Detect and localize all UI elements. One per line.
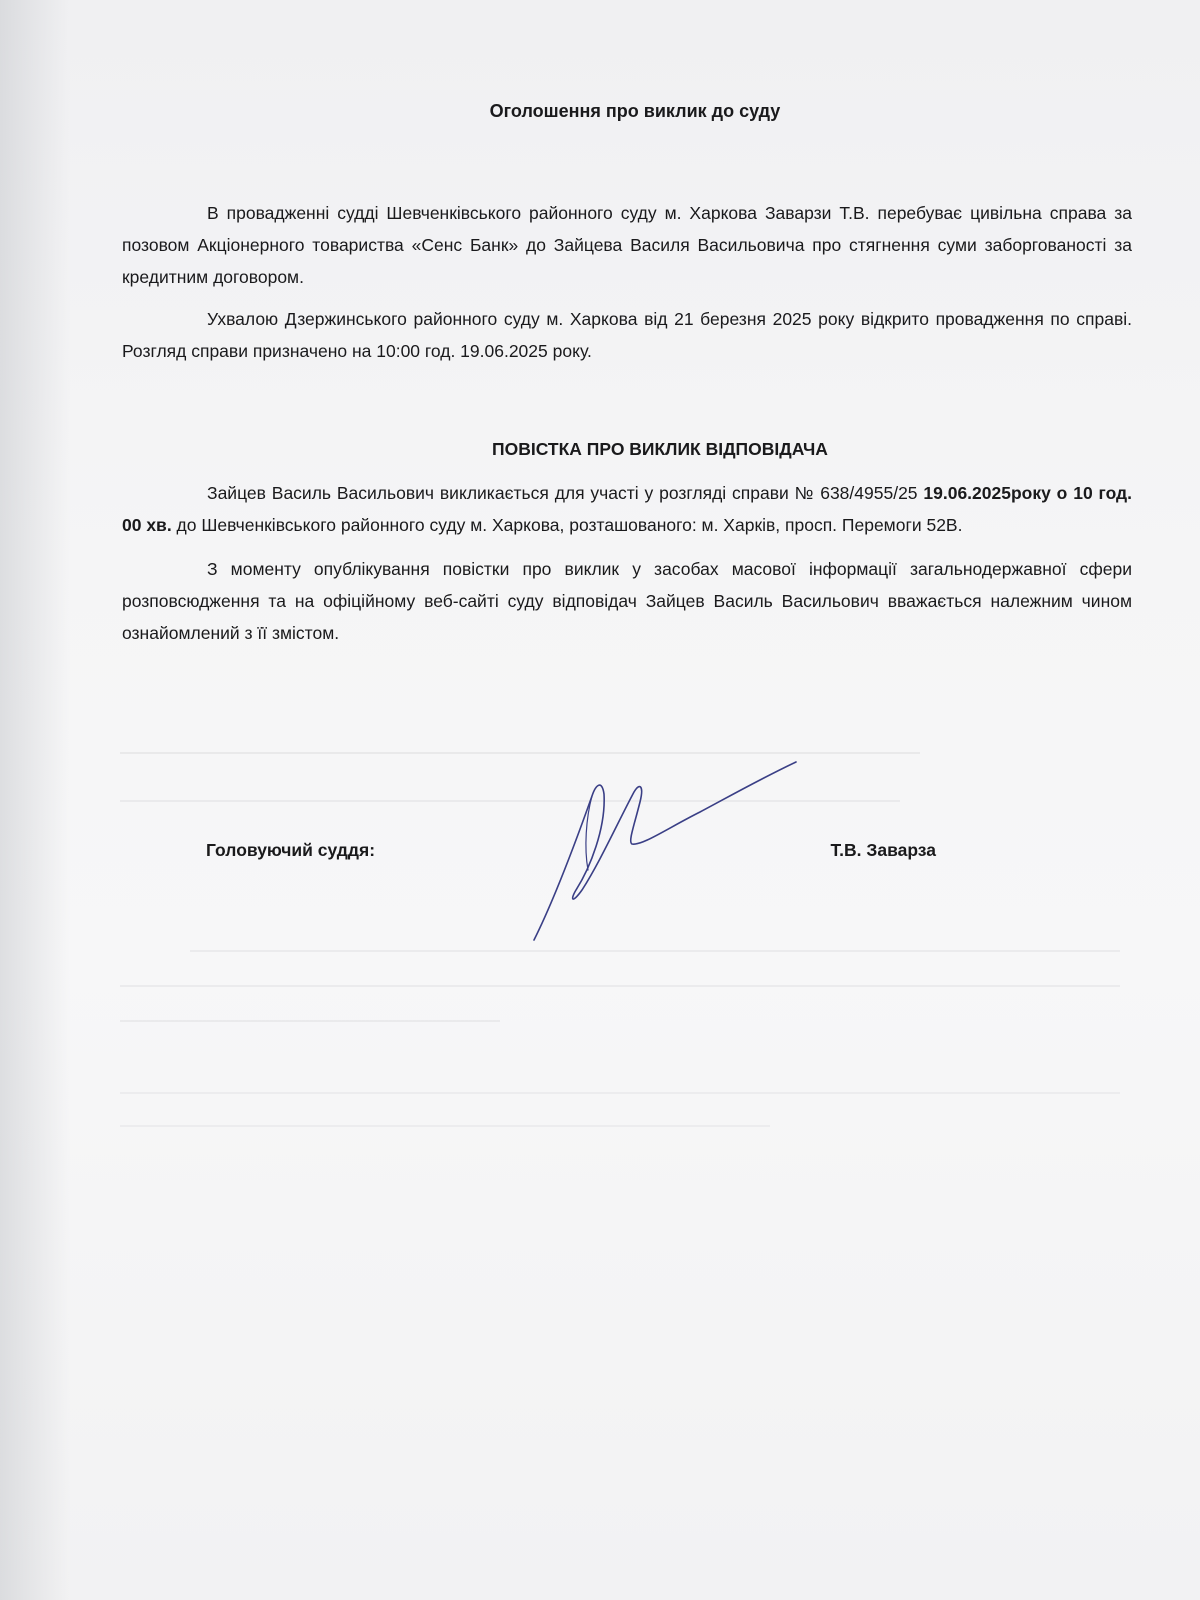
bleed-through-line (120, 1020, 500, 1022)
handwritten-signature (530, 758, 800, 948)
paragraph-summons (122, 477, 1132, 541)
presiding-judge-label: Головуючий суддя: (206, 840, 376, 860)
bleed-through-line (120, 1092, 1120, 1094)
judge-name: Т.В. Заварза (830, 840, 936, 860)
paragraph-case-proceedings: В провадженні судді Шевченківського районного суду м. Харкова Заварзи Т.В. перебуває цивільна справа за позовом Акціонерного товариства «Сенс Банк» до Зайцева Василя Васильовича про стягнення суми заборгованості за кредитним договором. (122, 203, 1132, 287)
hearing-datetime: 19.06.2025року о 10 год. 00 хв. (122, 483, 1133, 535)
paragraph-publication-notice: З моменту опублікування повістки про виклик у засобах масової інформації загальнодержавної сфери розповсюдження та на офіційному веб-сайті суду відповідач Зайцев Василь Васильович вважається належним чином ознайомлений з її змістом. (122, 559, 1132, 643)
paragraph-court-ruling: Ухвалою Дзержинського районного суду м. Харкова від 21 березня 2025 року відкрито провадження по справі. Розгляд справи призначено на 10:00 год. 19.06.2025 року. (122, 309, 1132, 361)
bleed-through-line (120, 752, 920, 754)
page-shadow (0, 0, 70, 1600)
bleed-through-line (120, 985, 1120, 987)
summons-lead-text: Зайцев Василь Васильович викликається для участі у розгляді справи № 638/4955/25 (207, 483, 924, 503)
document-body (122, 95, 1132, 649)
summons-title: ПОВІСТКА ПРО ВИКЛИК ВІДПОВІДАЧА (492, 439, 828, 459)
bleed-through-line (190, 950, 1120, 952)
bleed-through-line (120, 1125, 770, 1127)
summons-tail-text: до Шевченківського районного суду м. Харкова, розташованого: м. Харків, просп. Перемоги 52В. (171, 515, 963, 535)
document-title: Оголошення про виклик до суду (489, 101, 781, 121)
